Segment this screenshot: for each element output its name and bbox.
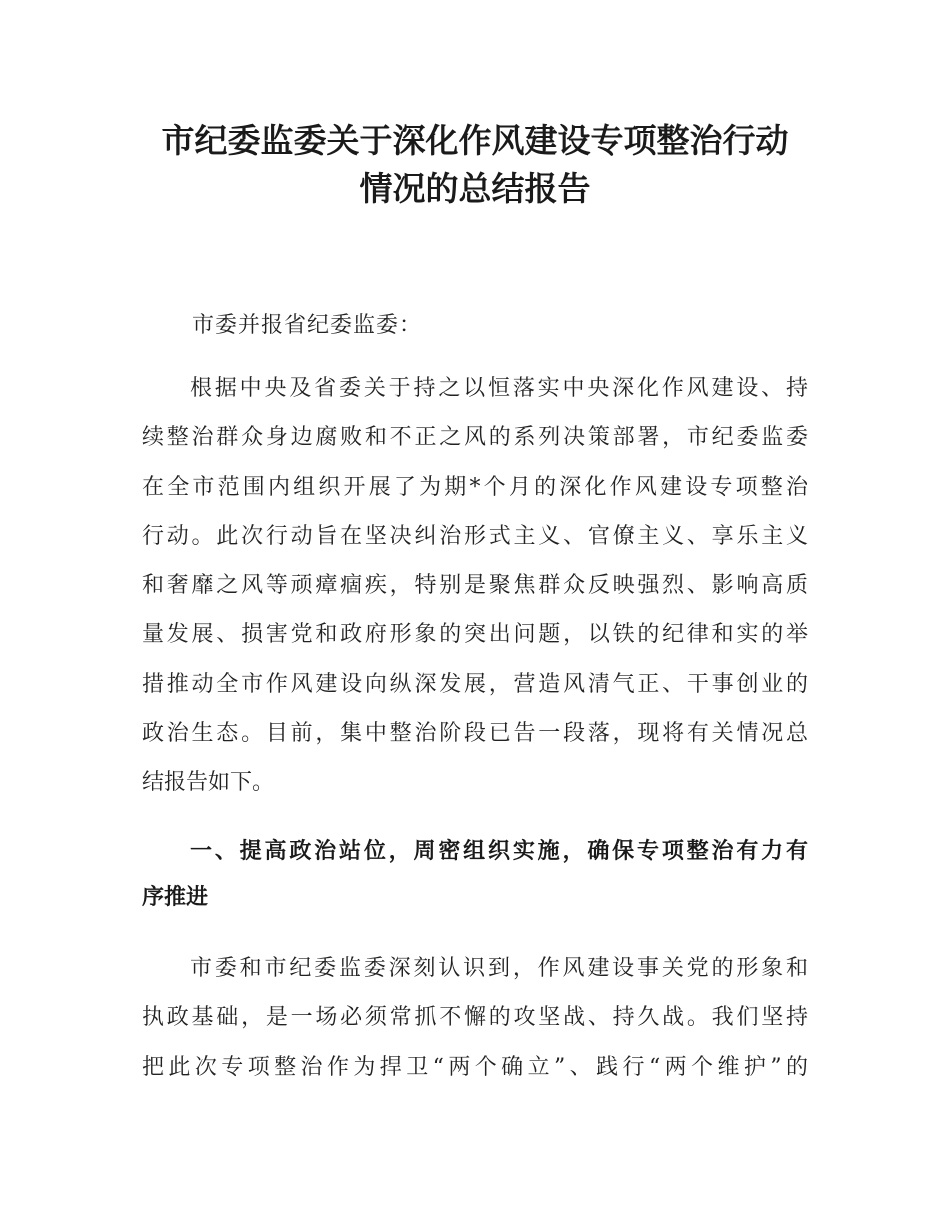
paragraph-line: 措推动全市作风建设向纵深发展，营造风清气正、干事创业的 <box>142 671 808 697</box>
paragraph-line: 根据中央及省委关于持之以恒落实中央深化作风建设、持 <box>190 376 808 401</box>
paragraph-line: 把此次专项整治作为捍卫“两个确立”、践行“两个维护”的 <box>142 1054 808 1080</box>
paragraph-line: 结报告如下。 <box>142 770 275 796</box>
paragraph-section1 <box>142 944 822 1092</box>
paragraph-line: 政治生态。目前，集中整治阶段已告一段落，现将有关情况总 <box>142 721 808 747</box>
section-heading-line: 序推进 <box>142 885 209 910</box>
paragraph-line: 执政基础，是一场必须常抓不懈的攻坚战、持久战。我们坚持 <box>142 1005 808 1031</box>
section-heading-line: 一、提高政治站位，周密组织实施，确保专项整治有力有 <box>190 839 808 864</box>
document-title-line-1: 市纪委监委关于深化作风建设专项整治行动 <box>161 121 789 160</box>
paragraph-line: 行动。此次行动旨在坚决纠治形式主义、官僚主义、享乐主义 <box>142 523 808 549</box>
paragraph-intro <box>142 364 822 808</box>
paragraph-line: 续整治群众身边腐败和不正之风的系列决策部署，市纪委监委 <box>142 425 808 451</box>
section-heading-1 <box>142 829 822 921</box>
paragraph-line: 量发展、损害党和政府形象的突出问题，以铁的纪律和实的举 <box>142 622 808 648</box>
document-title-line-2: 情况的总结报告 <box>359 169 591 208</box>
paragraph-line: 和奢靡之风等顽瘴痼疾，特别是聚焦群众反映强烈、影响高质 <box>142 573 808 599</box>
paragraph-line: 市委和市纪委监委深刻认识到，作风建设事关党的形象和 <box>190 956 808 981</box>
paragraph-line: 在全市范围内组织开展了为期*个月的深化作风建设专项整治 <box>142 474 808 500</box>
salutation: 市委并报省纪委监委： <box>192 313 423 338</box>
